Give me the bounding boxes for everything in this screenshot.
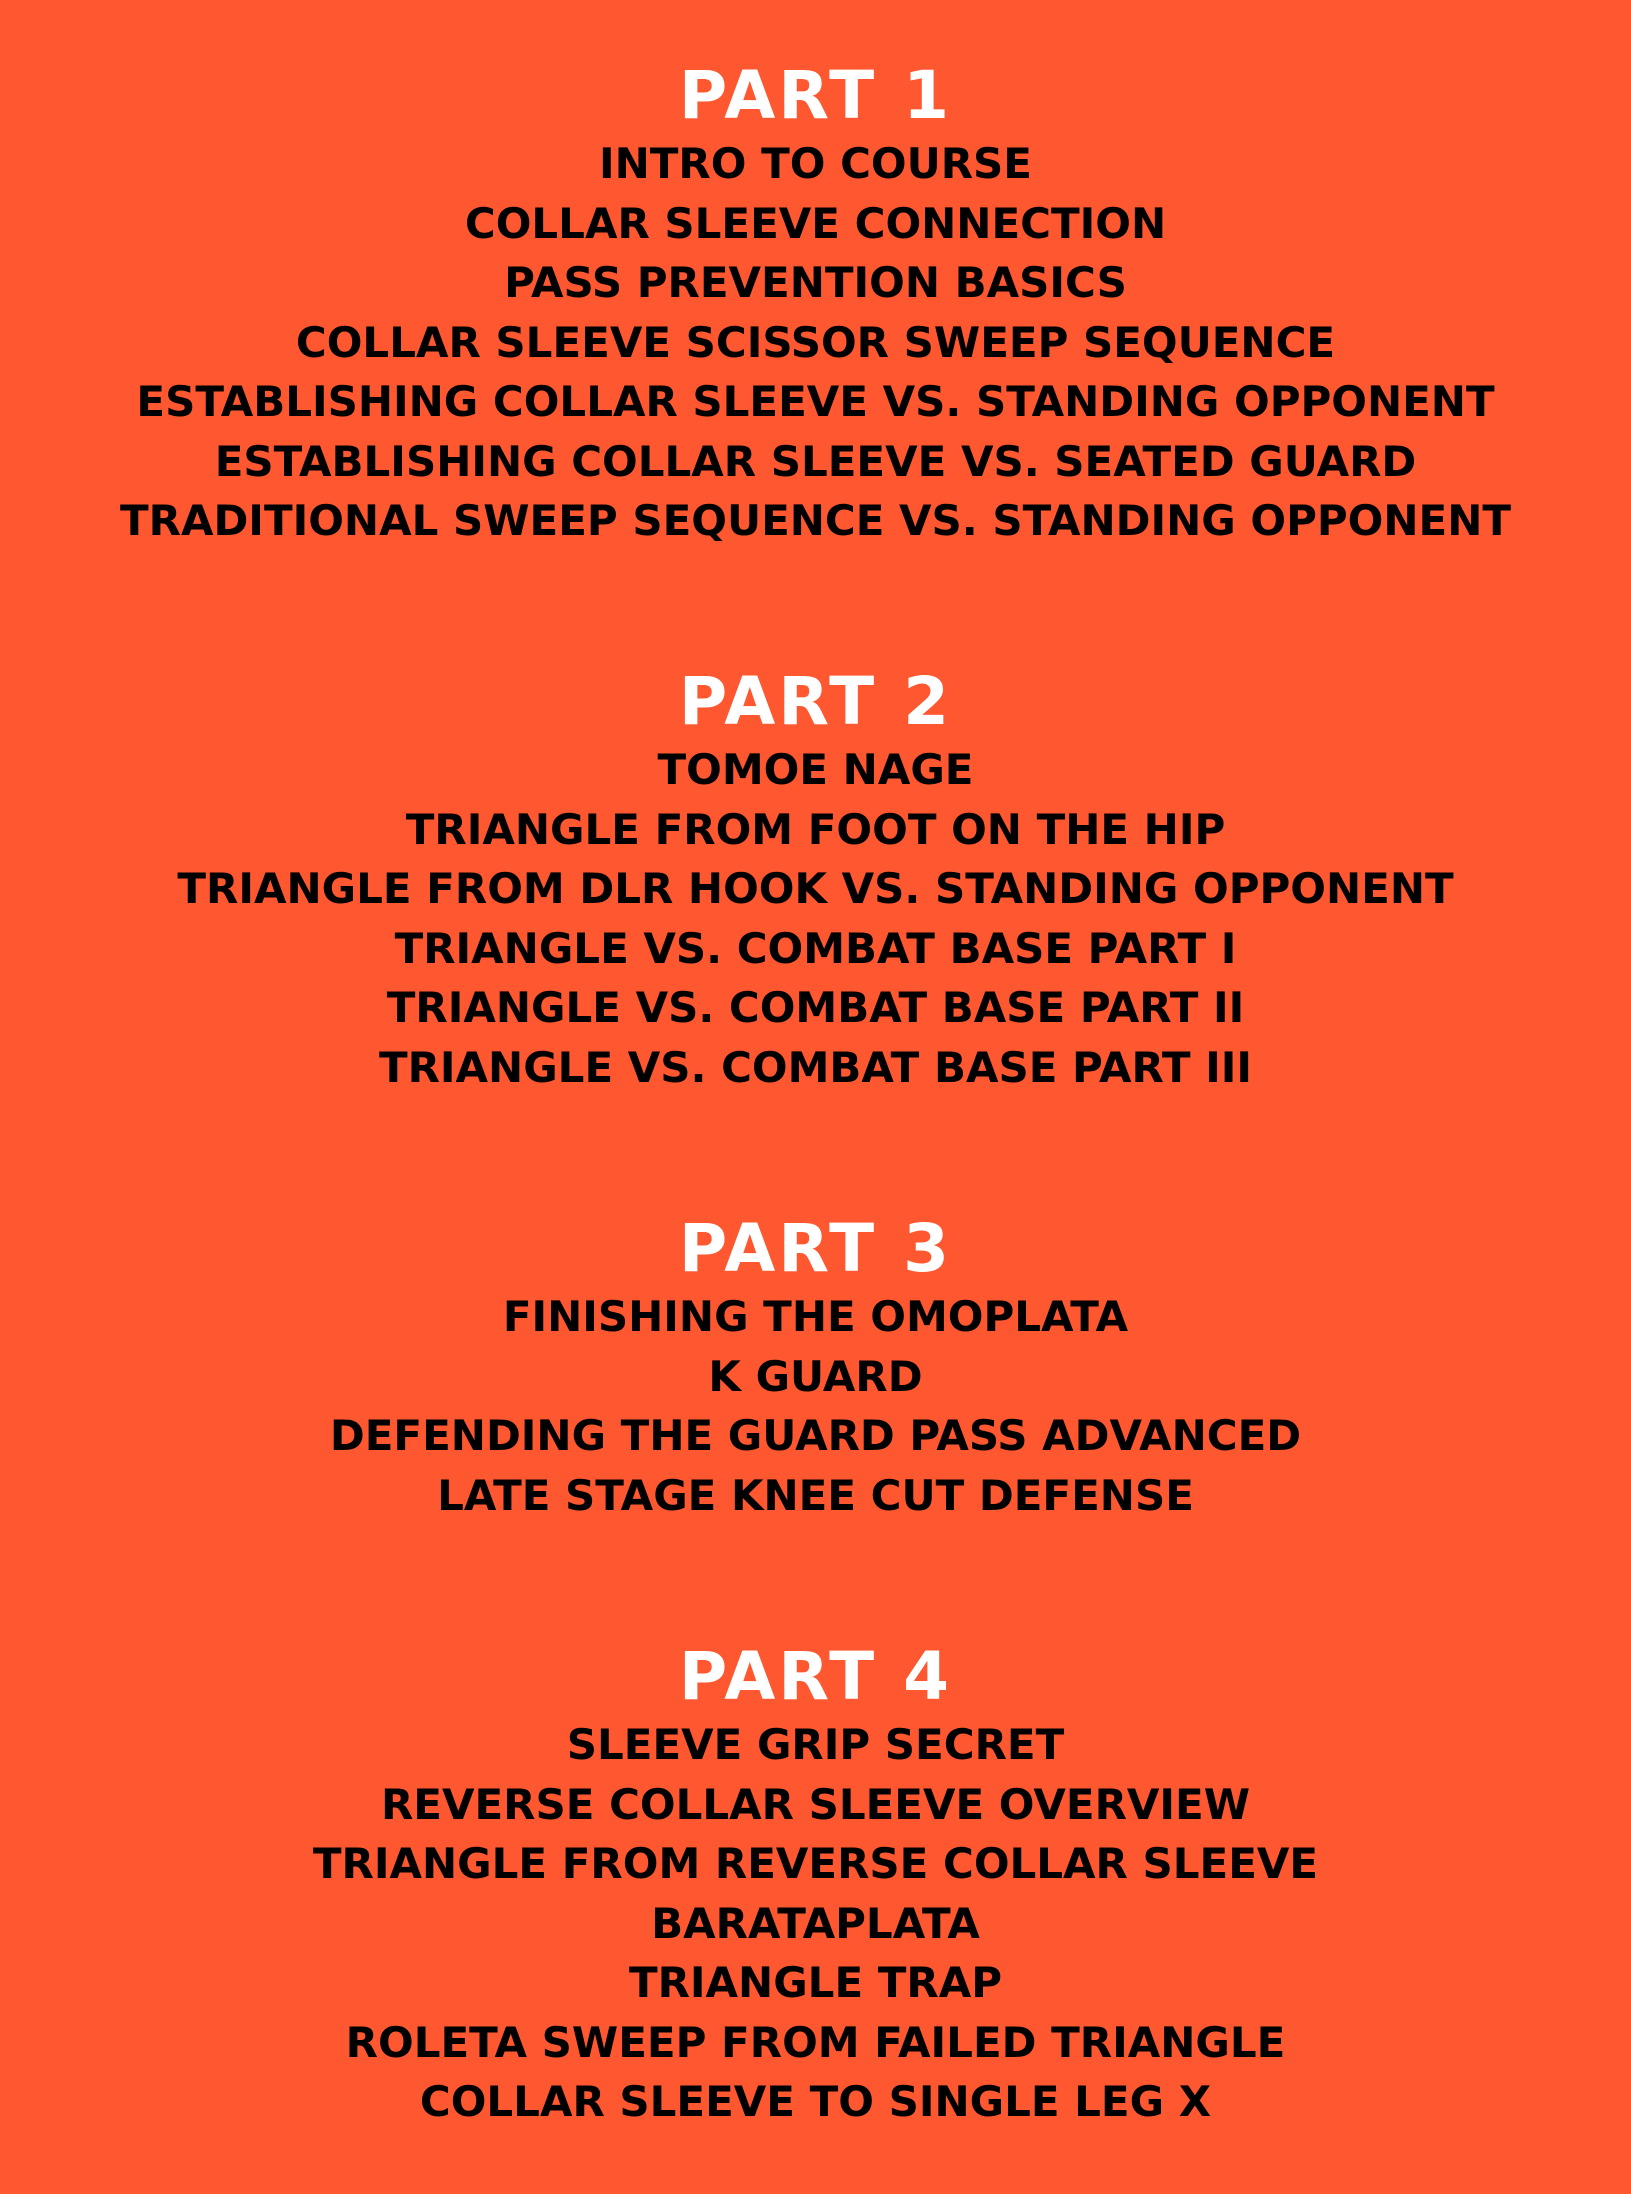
part-3-item: FINISHING THE OMOPLATA: [502, 1292, 1129, 1341]
part-4-item: REVERSE COLLAR SLEEVE OVERVIEW: [380, 1779, 1251, 1829]
part-3-section: [0, 1211, 1631, 1525]
part-4-item: TRIANGLE FROM REVERSE COLLAR SLEEVE: [312, 1839, 1319, 1888]
part-4-item: SLEEVE GRIP SECRET: [566, 1720, 1065, 1769]
part-1-item: COLLAR SLEEVE CONNECTION: [464, 198, 1167, 248]
part-1-item: TRADITIONAL SWEEP SEQUENCE VS. STANDING OPPONENT: [119, 496, 1512, 545]
part-2-item: TRIANGLE VS. COMBAT BASE PART II: [386, 983, 1245, 1032]
part-4-title: PART 4: [678, 1638, 953, 1715]
part-1-item: PASS PREVENTION BASICS: [504, 258, 1127, 307]
part-2-item: TRIANGLE FROM FOOT ON THE HIP: [405, 804, 1226, 854]
part-2-title: PART 2: [678, 663, 953, 740]
part-1-title: PART 1: [678, 57, 953, 134]
part-2-item: TOMOE NAGE: [657, 745, 974, 794]
part-1-item: ESTABLISHING COLLAR SLEEVE VS. SEATED GUARD: [214, 436, 1417, 486]
part-4-item: ROLETA SWEEP FROM FAILED TRIANGLE: [345, 2017, 1286, 2067]
part-3-item: K GUARD: [708, 1351, 923, 1401]
part-2-item: TRIANGLE VS. COMBAT BASE PART I: [394, 923, 1237, 973]
part-1-item: COLLAR SLEEVE SCISSOR SWEEP SEQUENCE: [295, 317, 1336, 367]
part-1-item: INTRO TO COURSE: [599, 139, 1032, 188]
part-4-item: COLLAR SLEEVE TO SINGLE LEG X: [419, 2077, 1212, 2126]
part-1-section: [0, 58, 1631, 551]
part-4-item: BARATAPLATA: [651, 1898, 980, 1948]
part-3-item: DEFENDING THE GUARD PASS ADVANCED: [329, 1411, 1302, 1460]
part-2-item: TRIANGLE VS. COMBAT BASE PART III: [378, 1042, 1253, 1092]
part-2-section: [0, 664, 1631, 1097]
part-4-section: [0, 1639, 1631, 2132]
part-1-item: ESTABLISHING COLLAR SLEEVE VS. STANDING OPPONENT: [136, 377, 1495, 426]
part-3-title: PART 3: [678, 1210, 953, 1287]
part-3-item: LATE STAGE KNEE CUT DEFENSE: [437, 1470, 1194, 1520]
part-4-item: TRIANGLE TRAP: [628, 1958, 1003, 2007]
part-2-item: TRIANGLE FROM DLR HOOK VS. STANDING OPPONENT: [177, 864, 1454, 913]
